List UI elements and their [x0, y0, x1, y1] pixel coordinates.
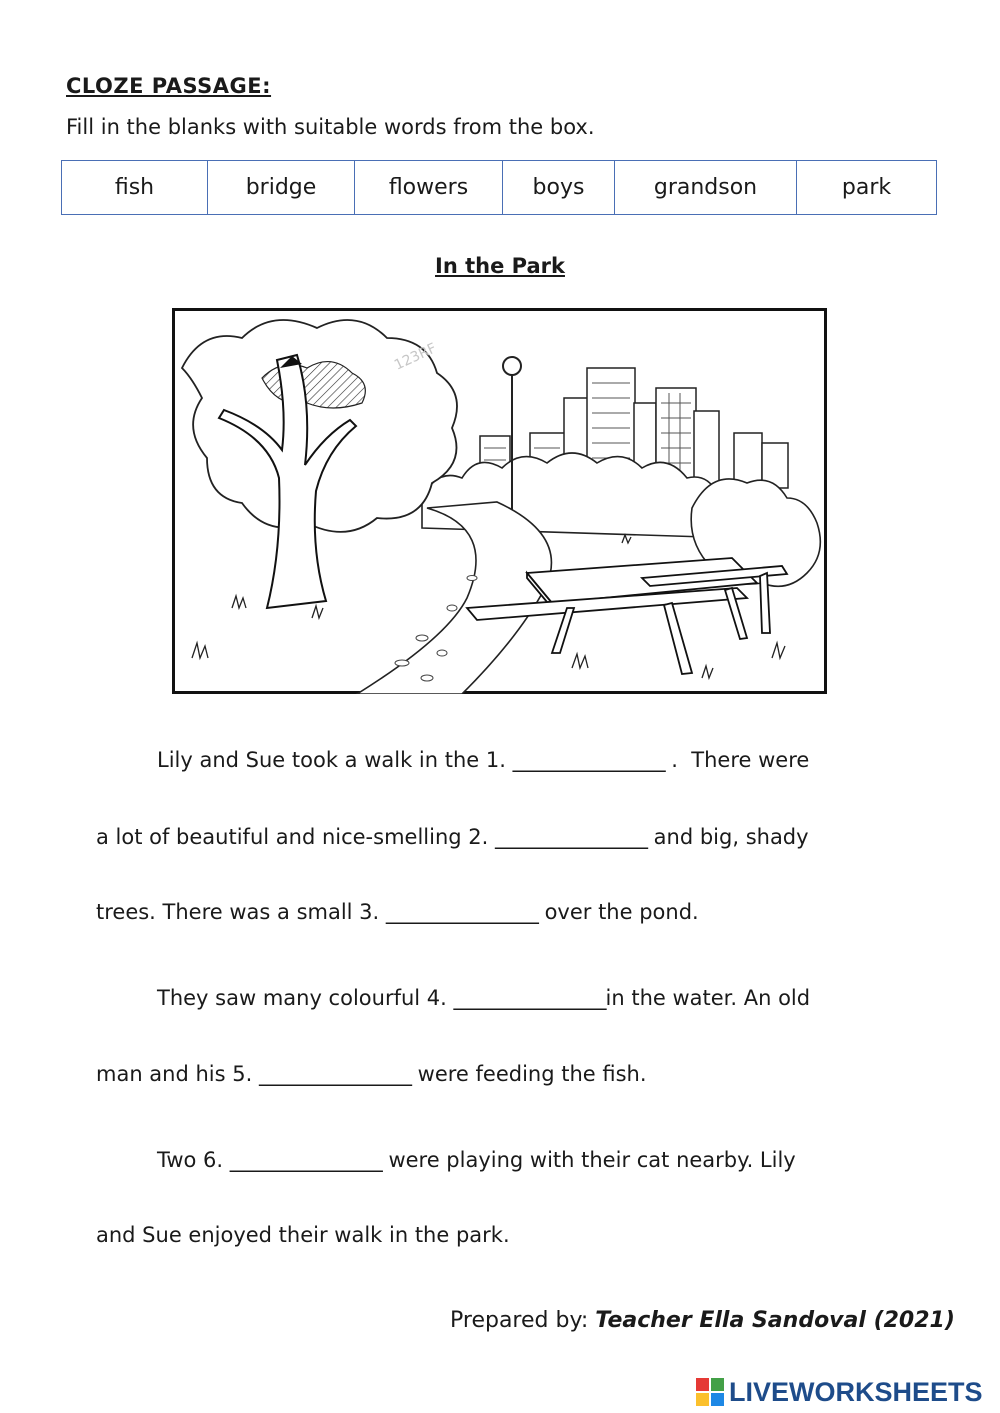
word-box-cell: park: [797, 161, 937, 215]
passage-text: trees. There was a small 3.: [96, 900, 386, 924]
passage-text: They saw many colourful 4.: [157, 986, 454, 1010]
liveworksheets-logo-icon: [695, 1377, 725, 1407]
page-title: In the Park: [435, 254, 565, 278]
passage-text: over the pond.: [537, 900, 699, 924]
blank-5[interactable]: ________________: [258, 1062, 411, 1086]
blank-3[interactable]: ________________: [385, 900, 538, 924]
passage-text: . There were: [664, 748, 810, 772]
passage-line-6: [157, 1148, 796, 1172]
passage-text: were feeding the fish.: [410, 1062, 647, 1086]
passage-text: and big, shady: [646, 825, 809, 849]
passage-text: in the water. An old: [605, 986, 811, 1010]
word-box-cell: boys: [503, 161, 615, 215]
passage-line-7: and Sue enjoyed their walk in the park.: [96, 1223, 510, 1247]
heading: CLOZE PASSAGE:: [66, 74, 272, 98]
liveworksheets-watermark: [695, 1376, 995, 1408]
word-box-cell: fish: [62, 161, 208, 215]
passage-line-2: [96, 825, 809, 849]
passage-line-1: [157, 748, 809, 772]
blank-2[interactable]: ________________: [494, 825, 647, 849]
passage-text: Lily and Sue took a walk in the 1.: [157, 748, 513, 772]
passage-line-3: [96, 900, 699, 924]
blank-4[interactable]: ________________: [453, 986, 606, 1010]
prepared-by: [450, 1308, 955, 1333]
passage-line-4: [157, 986, 810, 1010]
prepared-label: Prepared by:: [450, 1308, 596, 1333]
blank-1[interactable]: ________________: [512, 748, 665, 772]
word-box-cell: flowers: [355, 161, 503, 215]
watermark-text: LIVEWORKSHEETS: [729, 1376, 983, 1407]
image-watermark: 123RF: [391, 340, 440, 374]
passage-text: man and his 5.: [96, 1062, 259, 1086]
passage-text: a lot of beautiful and nice-smelling 2.: [96, 825, 495, 849]
author-name: Teacher Ella Sandoval (2021): [595, 1308, 955, 1333]
word-box: [61, 160, 937, 215]
passage-text: were playing with their cat nearby. Lily: [381, 1148, 796, 1172]
passage-text: Two 6.: [157, 1148, 230, 1172]
park-illustration: [172, 308, 827, 694]
instruction: Fill in the blanks with suitable words from the box.: [66, 115, 595, 139]
word-box-cell: bridge: [208, 161, 355, 215]
blank-6[interactable]: ________________: [229, 1148, 382, 1172]
passage-line-5: [96, 1062, 647, 1086]
word-box-cell: grandson: [615, 161, 797, 215]
